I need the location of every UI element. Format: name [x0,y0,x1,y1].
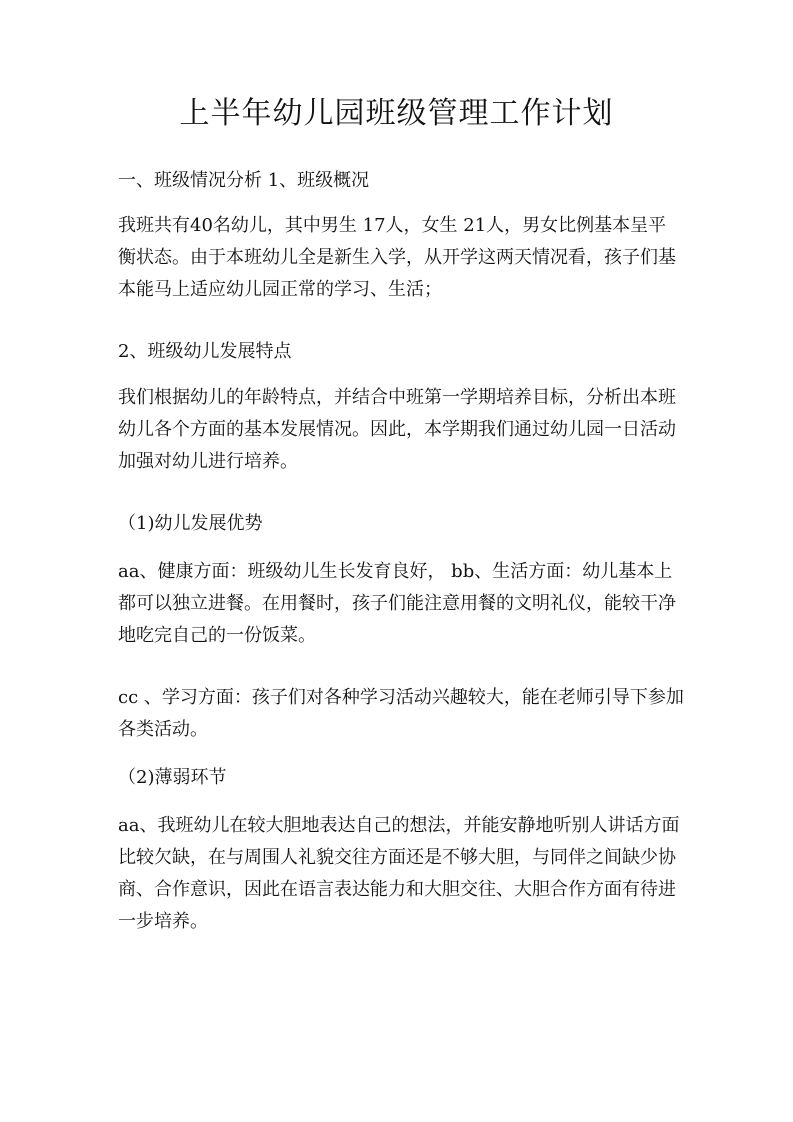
subheading-strengths: （1)幼儿发展优势 [118,513,263,534]
paragraph-health-life: aa、健康方面：班级幼儿生长发育良好， bb、生活方面：幼儿基本上都可以独立进餐。在用餐时，孩子们能注意用餐的文明礼仪，能较干净地吃完自己的一份饭菜。 [118,561,676,646]
paragraph-development-features: 我们根据幼儿的年龄特点，并结合中班第一学期培养目标，分析出本班幼儿各个方面的基本发展情况。因此，本学期我们通过幼儿园一日活动加强对幼儿进行培养。 [118,387,676,472]
subheading-weaknesses: （2)薄弱环节 [118,767,227,788]
section-heading-class-analysis: 一、班级情况分析 1、班级概况 [118,170,370,191]
section-heading-development-features: 2、班级幼儿发展特点 [118,341,292,362]
paragraph-weaknesses: aa、我班幼儿在较大胆地表达自己的想法，并能安静地听别人讲话方面比较欠缺，在与周围人礼貌交往方面还是不够大胆，与同伴之间缺少协商、合作意识，因此在语言表达能力和大胆交往、大胆合作方面有待进一步培养。 [118,815,680,932]
document-title: 上半年幼儿园班级管理工作计划 [179,96,614,131]
paragraph-learning: cc 、学习方面：孩子们对各种学习活动兴趣较大，能在老师引导下参加各类活动。 [118,687,684,740]
paragraph-class-overview: 我班共有40名幼儿，其中男生 17人，女生 21人，男女比例基本呈平衡状态。由于本班幼儿全是新生入学，从开学这两天情况看，孩子们基本能马上适应幼儿园正常的学习、生活； [118,215,676,300]
